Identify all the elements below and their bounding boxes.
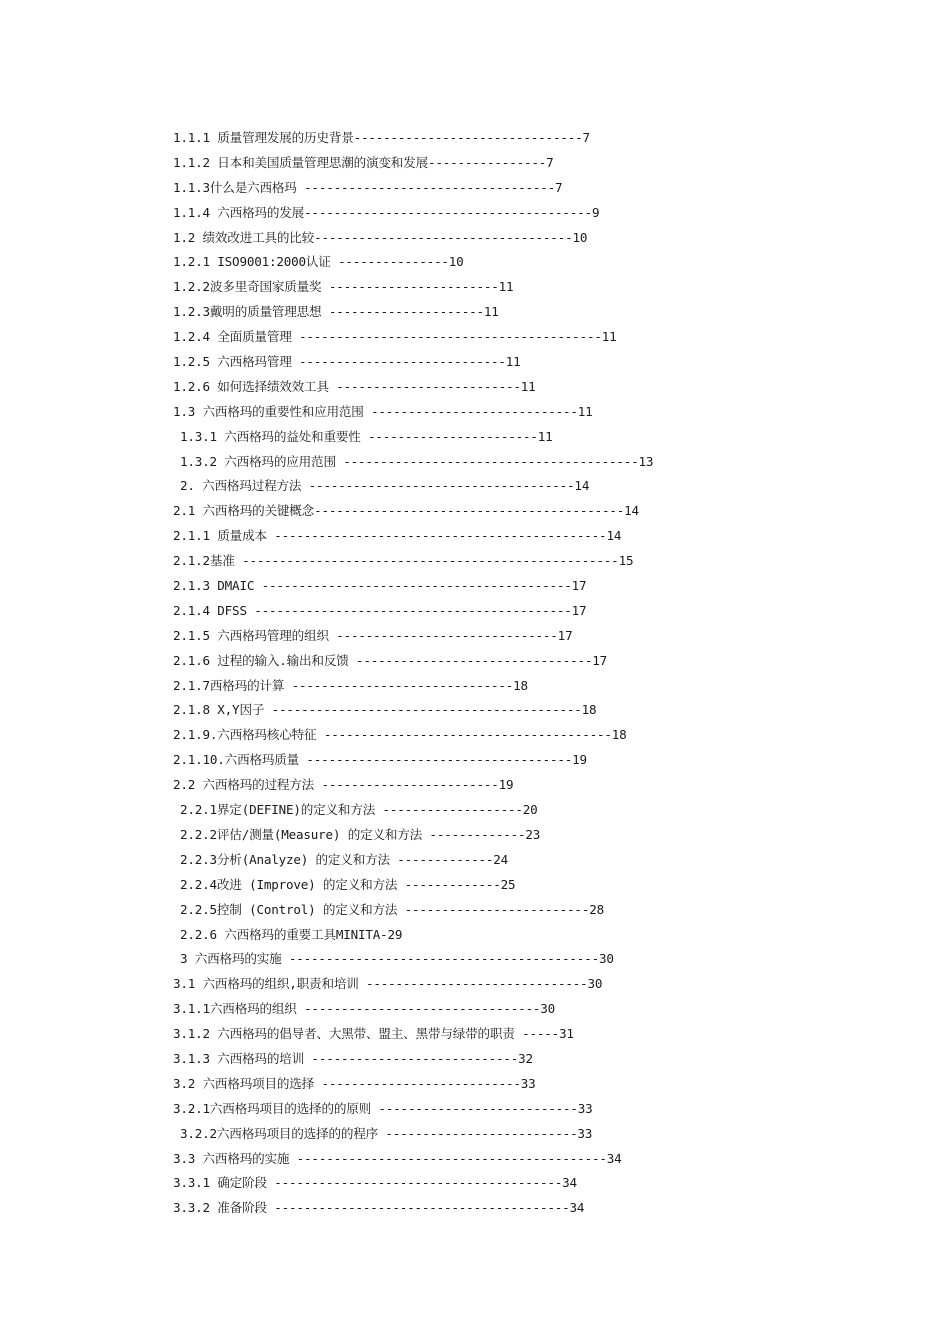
toc-entry: 3.1 六西格玛的组织,职责和培训 ------------------------------30 xyxy=(173,976,603,992)
toc-entry: 3.3.2 准备阶段 ----------------------------------------34 xyxy=(173,1200,585,1216)
toc-entry: 1.2.5 六西格玛管理 ----------------------------11 xyxy=(173,354,521,370)
toc-entry: 2.1 六西格玛的关键概念------------------------------------------14 xyxy=(173,503,639,519)
toc-entry: 1.2.6 如何选择绩效效工具 -------------------------11 xyxy=(173,378,536,394)
toc-entry: 1.2.2波多里奇国家质量奖 -----------------------11 xyxy=(173,279,514,295)
toc-entry: 2. 六西格玛过程方法 ------------------------------------14 xyxy=(180,478,590,494)
toc-entry: 2.1.4 DFSS -------------------------------------------17 xyxy=(173,602,587,618)
toc-entry: 2.2.6 六西格玛的重要工具MINITA-29 xyxy=(180,926,403,942)
toc-entry: 2.1.2基准 ---------------------------------------------------15 xyxy=(173,553,634,569)
toc-entry: 1.3.1 六西格玛的益处和重要性 -----------------------11 xyxy=(180,428,553,444)
toc-entry: 3.3 六西格玛的实施 ------------------------------------------34 xyxy=(173,1150,622,1166)
toc-entry: 2.1.1 质量成本 ---------------------------------------------14 xyxy=(173,528,622,544)
toc-entry: 3 六西格玛的实施 ------------------------------------------30 xyxy=(180,951,614,967)
toc-entry: 3.3.1 确定阶段 ---------------------------------------34 xyxy=(173,1175,577,1191)
table-of-contents xyxy=(173,126,893,1221)
toc-entry: 3.2.2六西格玛项目的选择的的程序 --------------------------33 xyxy=(180,1125,593,1141)
toc-entry: 2.2.1界定(DEFINE)的定义和方法 -------------------20 xyxy=(180,802,538,818)
toc-entry: 2.1.6 过程的输入.输出和反馈 --------------------------------17 xyxy=(173,652,607,668)
toc-entry: 1.2.3戴明的质量管理思想 ---------------------11 xyxy=(173,304,499,320)
toc-entry: 3.1.2 六西格玛的倡导者、大黑带、盟主、黑带与绿带的职责 -----31 xyxy=(173,1026,574,1042)
toc-entry: 1.1.3什么是六西格玛 ----------------------------------7 xyxy=(173,179,563,195)
toc-entry: 3.2.1六西格玛项目的选择的的原则 ---------------------------33 xyxy=(173,1100,593,1116)
toc-entry: 2.1.3 DMAIC ------------------------------------------17 xyxy=(173,578,587,594)
toc-entry: 1.2 绩效改进工具的比较-----------------------------------10 xyxy=(173,229,588,245)
toc-entry: 2.1.5 六西格玛管理的组织 ------------------------------17 xyxy=(173,627,573,643)
toc-entry: 1.1.2 日本和美国质量管理思潮的演变和发展----------------7 xyxy=(173,154,554,170)
toc-entry: 2.1.10.六西格玛质量 ------------------------------------19 xyxy=(173,752,587,768)
toc-entry: 2.2 六西格玛的过程方法 ------------------------19 xyxy=(173,777,514,793)
toc-entry: 2.2.3分析(Analyze) 的定义和方法 -------------24 xyxy=(180,851,508,867)
toc-entry: 1.3 六西格玛的重要性和应用范围 ----------------------------11 xyxy=(173,403,593,419)
toc-entry: 3.1.3 六西格玛的培训 ----------------------------32 xyxy=(173,1050,533,1066)
toc-entry: 2.2.2评估/测量(Measure) 的定义和方法 -------------23 xyxy=(180,826,541,842)
toc-entry: 3.2 六西格玛项目的选择 ---------------------------33 xyxy=(173,1075,536,1091)
toc-entry: 1.2.1 ISO9001:2000认证 ---------------10 xyxy=(173,254,464,270)
toc-entry: 1.1.4 六西格玛的发展---------------------------------------9 xyxy=(173,204,600,220)
toc-entry: 2.1.8 X,Y因子 ------------------------------------------18 xyxy=(173,702,597,718)
toc-entry: 1.1.1 质量管理发展的历史背景-------------------------------7 xyxy=(173,130,590,145)
toc-entry: 3.1.1六西格玛的组织 --------------------------------30 xyxy=(173,1001,556,1017)
toc-entry: 2.2.5控制 (Control) 的定义和方法 -------------------------28 xyxy=(180,901,604,917)
toc-entry: 1.3.2 六西格玛的应用范围 ----------------------------------------13 xyxy=(180,453,654,469)
toc-entry: 2.2.4改进 (Improve) 的定义和方法 -------------25 xyxy=(180,876,516,892)
toc-entry: 1.2.4 全面质量管理 -----------------------------------------11 xyxy=(173,329,617,345)
toc-entry: 2.1.7西格玛的计算 ------------------------------18 xyxy=(173,677,528,693)
toc-entry: 2.1.9.六西格玛核心特征 ---------------------------------------18 xyxy=(173,727,627,743)
